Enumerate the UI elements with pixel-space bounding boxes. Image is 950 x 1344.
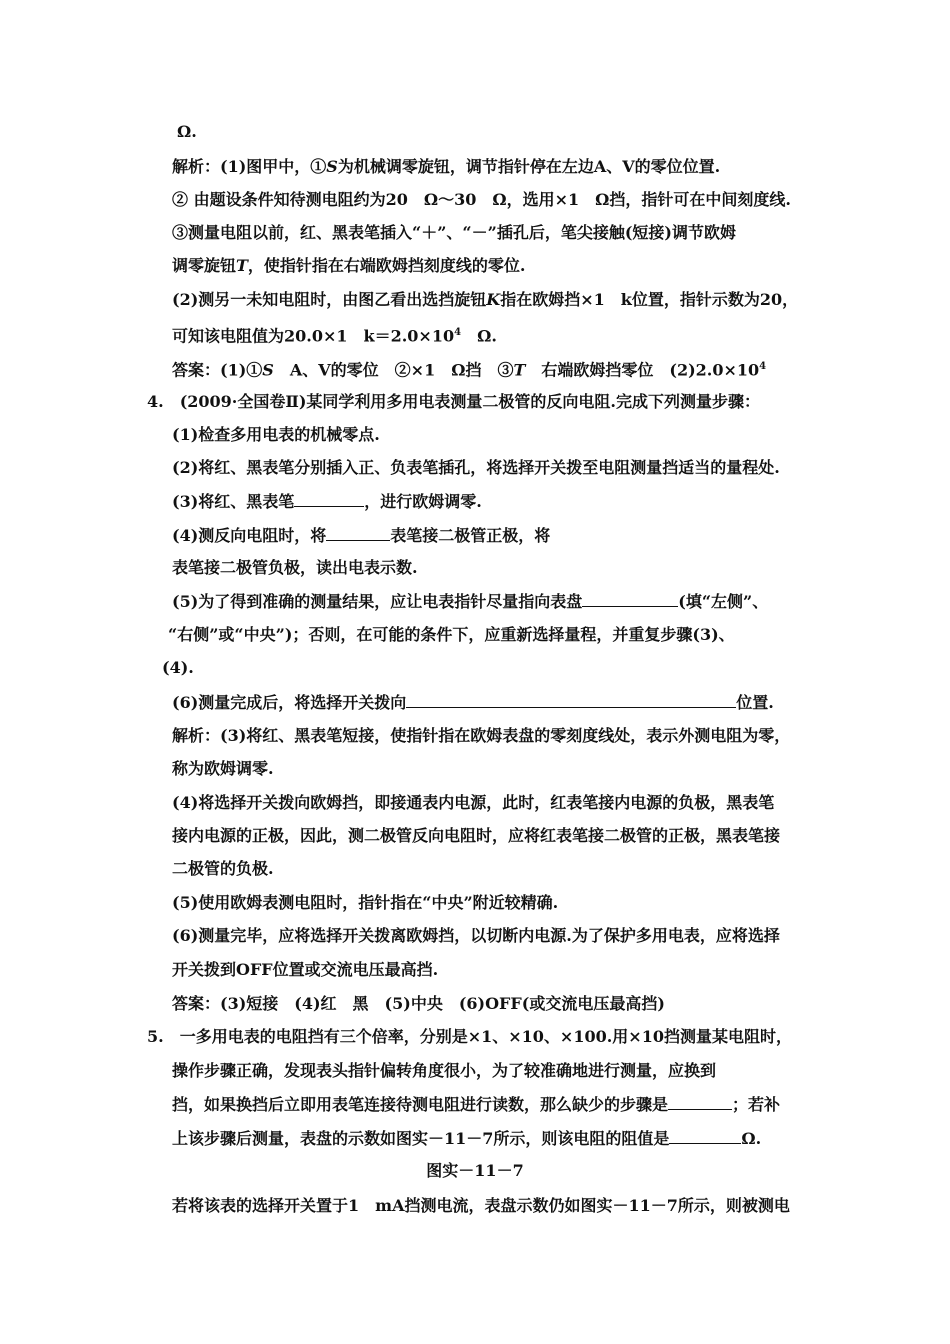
text-line [172,290,798,310]
answer-blank[interactable] [668,1094,732,1110]
answer-blank[interactable] [326,525,390,541]
answer-blank[interactable] [294,491,364,507]
text-span: (6)测量完成后，将选择开关拨向 [172,693,407,712]
text-span: 答案：(1)① [172,360,263,380]
text-line [172,1128,761,1149]
exponent: 4 [454,327,462,338]
symbol-s: S [326,157,338,176]
text-span: 为机械调零旋钮，调节指针停在左边A、V的零位位置. [337,157,721,176]
text-line: 称为欧姆调零. [172,759,274,778]
text-line: 开关拨到OFF位置或交流电压最高挡. [172,960,439,979]
answer-line [172,357,766,380]
text-line: ③测量电阻以前，红、黑表笔插入“＋”、“－”插孔后，笔尖接触(短接)调节欧姆 [172,223,736,242]
text-line [172,525,550,546]
answer-blank[interactable] [669,1128,741,1144]
text-line: 表笔接二极管负极，读出电表示数. [172,558,418,577]
text-span: 调零旋钮 [172,256,237,275]
text-span: 挡，如果换挡后立即用表笔连接待测电阻进行读数，那么缺少的步骤是 [172,1095,669,1114]
text-span: (4)测反向电阻时，将 [172,526,327,545]
text-span: (5)为了得到准确的测量结果，应让电表指针尽量指向表盘 [172,592,583,611]
text-line: 操作步骤正确，发现表头指针偏转角度很小，为了较准确地进行测量，应换到 [172,1061,717,1080]
text-line [172,491,482,512]
text-line: (5)使用欧姆表测电阻时，指针指在“中央”附近较精确. [172,893,559,912]
text-line [172,591,768,612]
text-line: 若将该表的选择开关置于1 mA挡测电流，表盘示数仍如图实－11－7所示，则被测电 [172,1196,790,1215]
question-4-title: 4. (2009·全国卷Ⅱ)某同学利用多用电表测量二极管的反向电阻.完成下列测量步骤： [147,392,761,411]
text-line: (4)将选择开关拨向欧姆挡，即接通表内电源，此时，红表笔接内电源的负极，黑表笔 [172,793,775,812]
text-span: Ω. [461,326,497,346]
text-span: ，进行欧姆调零. [364,492,482,511]
text-line: (4). [162,658,194,677]
text-line [172,323,497,346]
text-line: 二极管的负极. [172,859,274,878]
text-line: Ω. [177,122,197,141]
symbol-s: S [262,360,274,380]
text-line: “右侧”或“中央”)；否则，在可能的条件下，应重新选择量程，并重复步骤(3)、 [168,625,735,644]
text-span: (2)测另一未知电阻时，由图乙看出选挡旋钮 [172,290,487,309]
text-span: 表笔接二极管正极，将 [390,526,551,545]
text-span: 可知该电阻值为20.0×1 k＝2.0×10 [172,326,455,346]
text-span: 指在欧姆挡×1 k位置，指针示数为20， [500,290,799,309]
text-line: (1)检查多用电表的机械零点. [172,425,380,444]
text-line [172,157,720,177]
answer-blank[interactable] [582,591,678,607]
text-span: ，使指针指在右端欧姆挡刻度线的零位. [247,256,526,275]
text-span: 解析：(1)图甲中，① [172,157,327,176]
symbol-t: T [513,360,526,380]
text-span: (填“左侧”、 [678,592,769,611]
text-line: (2)将红、黑表笔分别插入正、负表笔插孔，将选择开关拨至电阻测量挡适当的量程处. [172,458,780,477]
text-span: 右端欧姆挡零位 (2)2.0×10 [525,360,760,380]
text-line: 解析：(3)将红、黑表笔短接，使指针指在欧姆表盘的零刻度线处，表示外测电阻为零， [172,726,791,745]
text-span: (3)将红、黑表笔 [172,492,295,511]
text-line: (6)测量完毕，应将选择开关拨离欧姆挡，以切断内电源.为了保护多用电表，应将选择 [172,926,780,945]
text-line [172,692,774,713]
symbol-t: T [236,256,248,275]
exponent: 4 [759,361,767,372]
text-span: ；若补 [732,1095,781,1114]
text-line: ② 由题设条件知待测电阻约为20 Ω～30 Ω，选用×1 Ω挡，指针可在中间刻度线. [172,190,791,209]
figure-caption: 图实－11－7 [426,1161,524,1180]
text-span: 上该步骤后测量，表盘的示数如图实－11－7所示，则该电阻的阻值是 [172,1129,670,1148]
text-span: A、V的零位 ②×1 Ω挡 ③ [273,360,514,380]
text-span: Ω. [741,1129,762,1148]
text-line [172,1094,780,1115]
text-span: 位置. [736,693,774,712]
answer-line: 答案：(3)短接 (4)红 黑 (5)中央 (6)OFF(或交流电压最高挡) [172,994,665,1013]
answer-blank[interactable] [406,692,736,708]
text-line: 接内电源的正极，因此，测二极管反向电阻时，应将红表笔接二极管的正极，黑表笔接 [172,826,781,845]
question-5-title: 5. 一多用电表的电阻挡有三个倍率，分别是×1、×10、×100.用×10挡测量某电阻时， [147,1027,792,1046]
symbol-k: K [486,290,501,309]
text-line [172,256,526,276]
